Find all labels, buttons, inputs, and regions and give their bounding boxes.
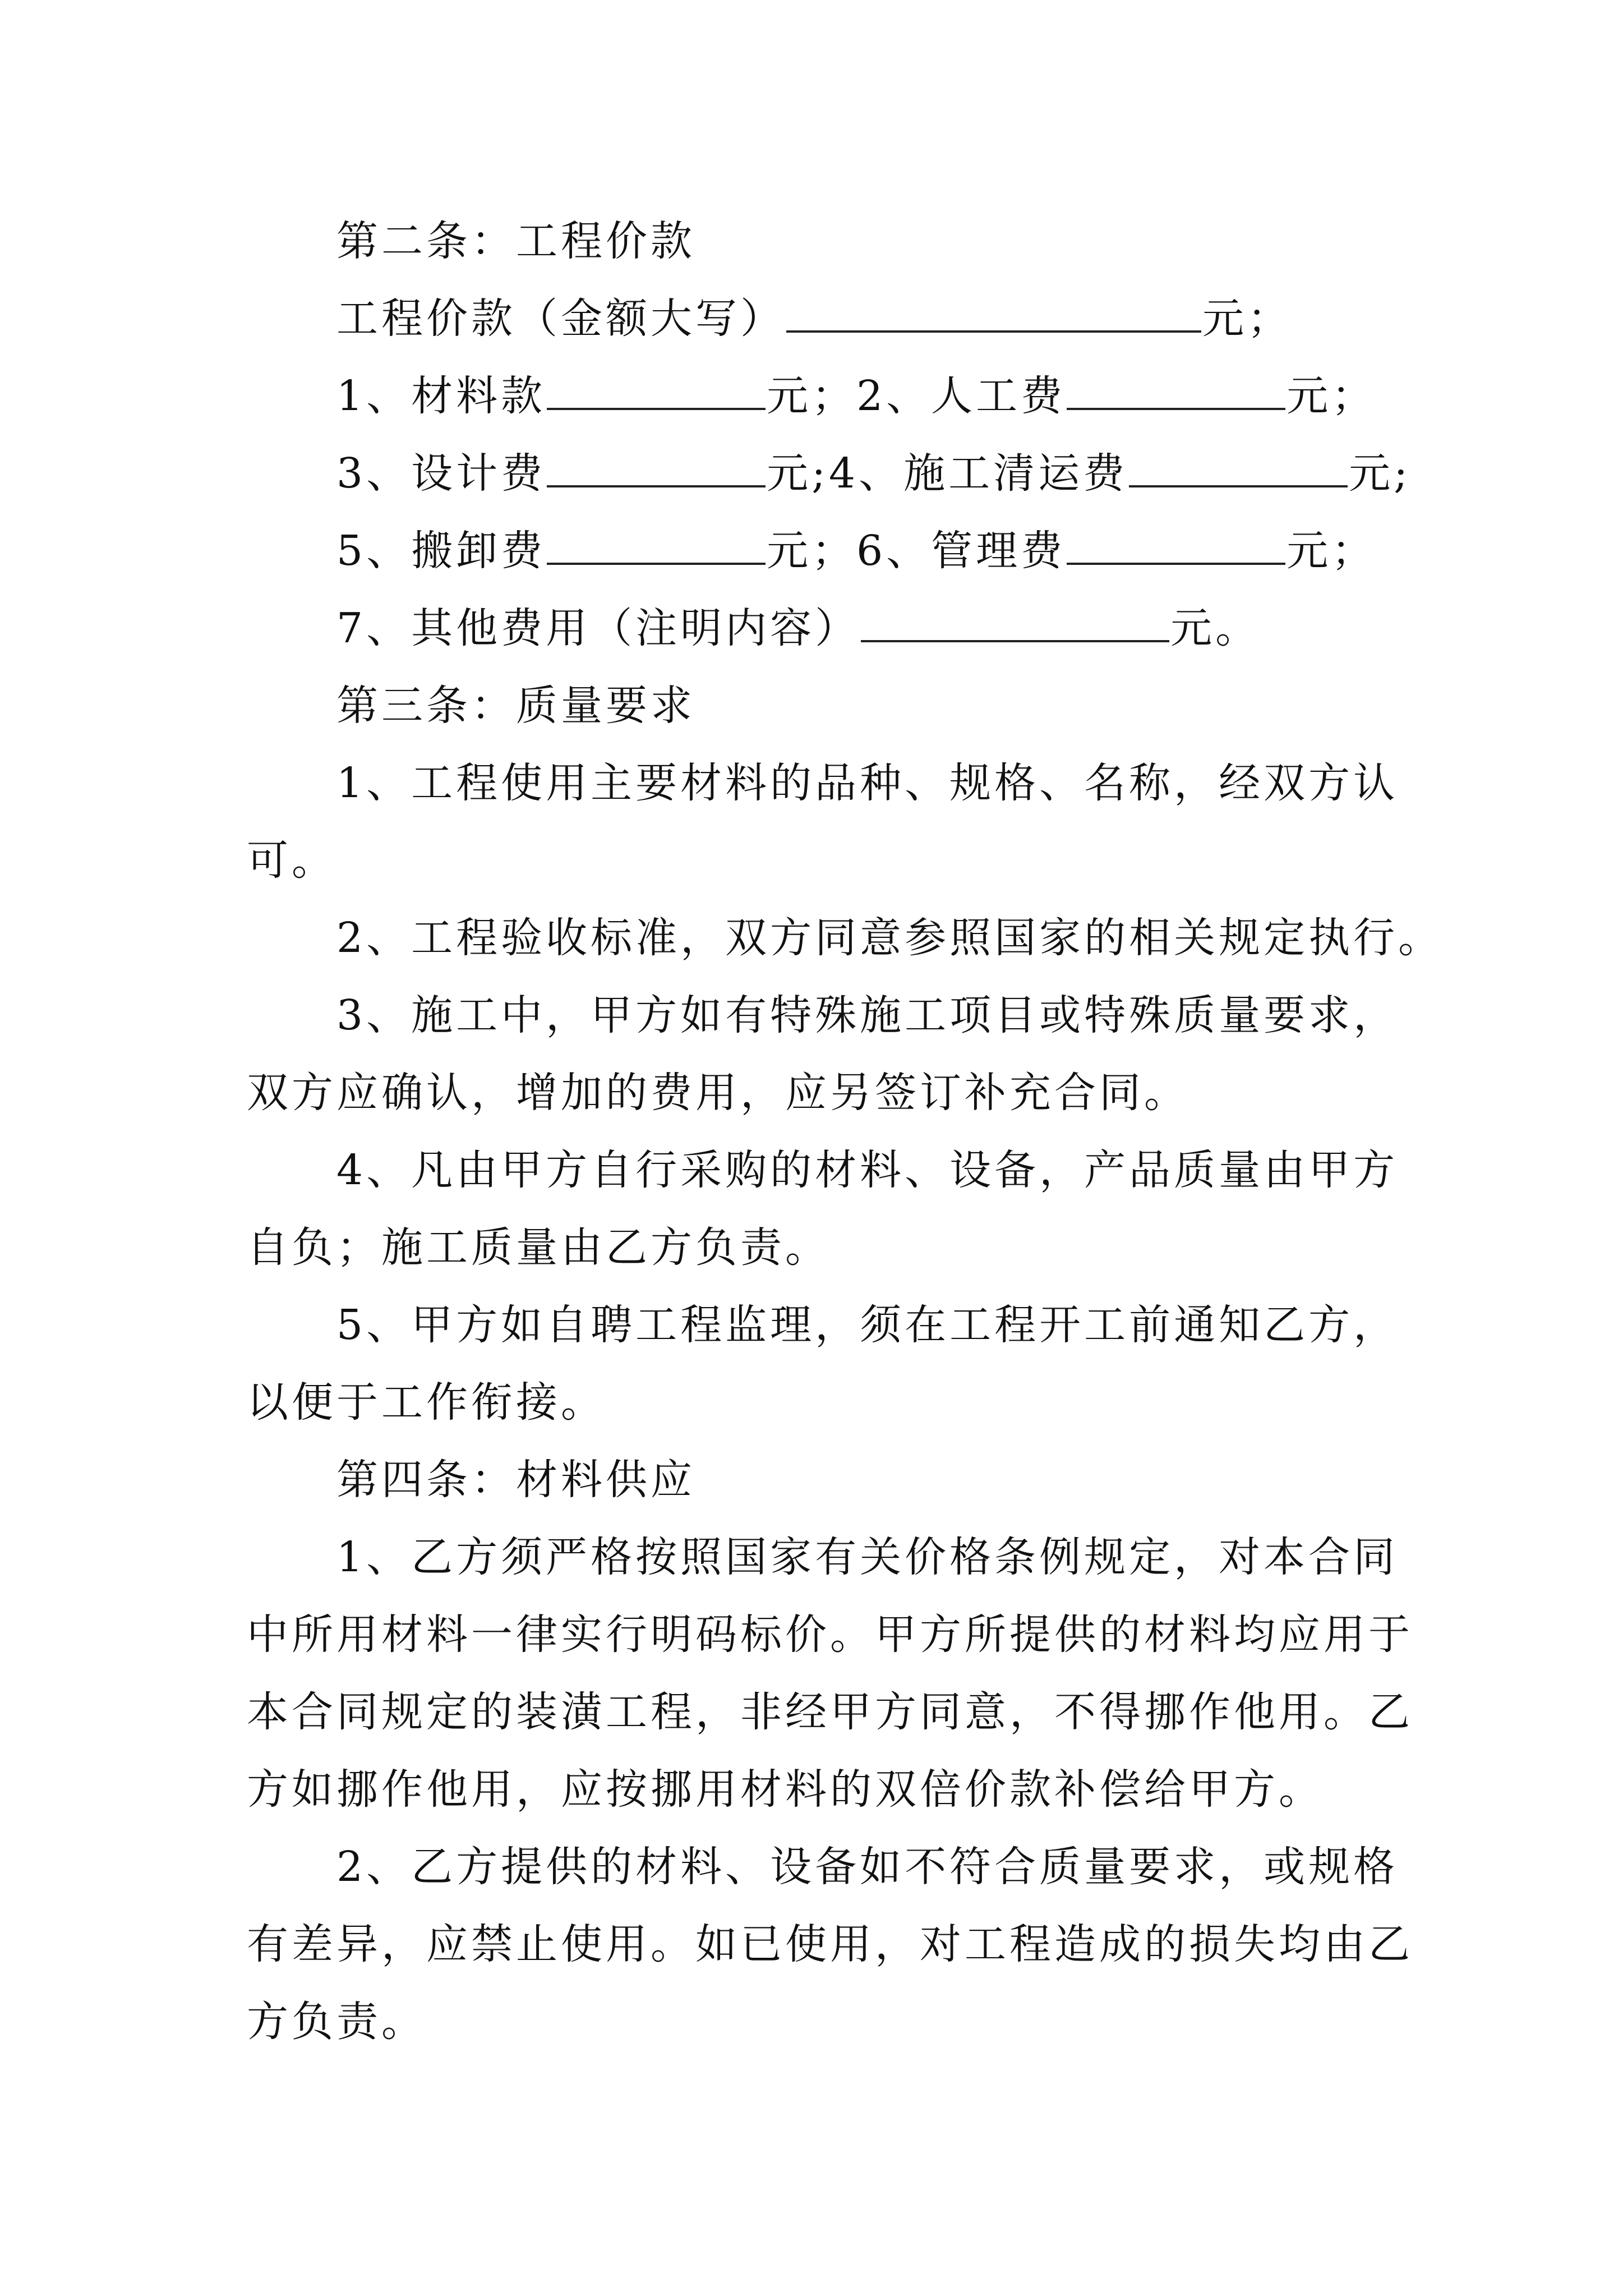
- article4-heading: [336, 1446, 1486, 1513]
- material-fee-blank[interactable]: [547, 373, 766, 410]
- article2-heading-text: 第二条：工程价款: [336, 217, 695, 265]
- paragraph-line: 中所用材料一律实行明码标价。甲方所提供的材料均应用于: [247, 1611, 1413, 1659]
- labor-fee-label: 2、人工费: [856, 372, 1066, 420]
- other-fee-label: 7、其他费用（注明内容）: [336, 604, 860, 652]
- paragraph-line: 有差异，应禁止使用。如已使用，对工程造成的损失均由乙: [247, 1920, 1413, 1968]
- material-fee-unit: 元；: [767, 372, 857, 420]
- paragraph-line: 3、施工中，甲方如有特殊施工项目或特殊质量要求，: [336, 991, 1399, 1039]
- paragraph-line: 双方应确认，增加的费用，应另签订补充合同。: [247, 1069, 1189, 1117]
- material-fee-label: 1、材料款: [336, 372, 546, 420]
- labor-fee-unit: 元；: [1287, 372, 1377, 420]
- article3-heading: [336, 672, 1486, 739]
- other-fee-unit: 元。: [1170, 604, 1261, 652]
- total-price-label: 工程价款（金额大写）: [336, 295, 785, 343]
- handling-fee-label: 5、搬卸费: [336, 527, 546, 575]
- paragraph-line: 1、乙方须严格按照国家有关价格条例规定，对本合同: [336, 1533, 1399, 1581]
- other-fee-blank[interactable]: [861, 605, 1169, 642]
- management-fee-label: 6、管理费: [856, 527, 1066, 575]
- design-fee-blank[interactable]: [547, 450, 766, 487]
- paragraph-line: 2、乙方提供的材料、设备如不符合质量要求，或规格: [336, 1843, 1399, 1891]
- design-fee-unit: 元;: [767, 449, 829, 498]
- management-fee-blank[interactable]: [1067, 528, 1285, 565]
- other-fee-line: [336, 595, 1486, 662]
- fee-line-3: [336, 517, 1486, 585]
- paragraph-line: 本合同规定的装潢工程，非经甲方同意，不得挪作他用。乙: [247, 1688, 1413, 1736]
- total-price-blank[interactable]: [786, 296, 1201, 333]
- cleanup-fee-unit: 元;: [1349, 449, 1412, 498]
- fee-line-2: [336, 440, 1486, 507]
- handling-fee-unit: 元；: [767, 527, 857, 575]
- paragraph-line: 以便于工作衔接。: [247, 1378, 606, 1427]
- article3-heading-text: 第三条：质量要求: [336, 682, 695, 730]
- paragraph-line: 5、甲方如自聘工程监理，须在工程开工前通知乙方，: [336, 1301, 1399, 1349]
- article4-heading-text: 第四条：材料供应: [336, 1456, 695, 1504]
- paragraph-line: 方如挪作他用，应按挪用材料的双倍价款补偿给甲方。: [247, 1765, 1324, 1814]
- paragraph-line: 自负；施工质量由乙方负责。: [247, 1223, 830, 1272]
- article2-heading: [336, 208, 1486, 275]
- total-price-unit: 元；: [1202, 295, 1292, 343]
- design-fee-label: 3、设计费: [336, 449, 546, 498]
- cleanup-fee-blank[interactable]: [1129, 450, 1348, 487]
- labor-fee-blank[interactable]: [1067, 373, 1285, 410]
- total-price-line: [336, 285, 1486, 352]
- paragraph-line: 2、工程验收标准，双方同意参照国家的相关规定执行。: [336, 914, 1444, 962]
- handling-fee-blank[interactable]: [547, 528, 766, 565]
- management-fee-unit: 元；: [1287, 527, 1377, 575]
- paragraph-line: 可。: [247, 836, 336, 885]
- paragraph-line: 方负责。: [247, 1998, 426, 2046]
- paragraph-line: 1、工程使用主要材料的品种、规格、名称，经双方认: [336, 759, 1399, 807]
- cleanup-fee-label: 4、施工清运费: [829, 449, 1128, 498]
- paragraph-line: 4、凡由甲方自行采购的材料、设备，产品质量由甲方: [336, 1146, 1399, 1194]
- fee-line-1: [336, 362, 1486, 430]
